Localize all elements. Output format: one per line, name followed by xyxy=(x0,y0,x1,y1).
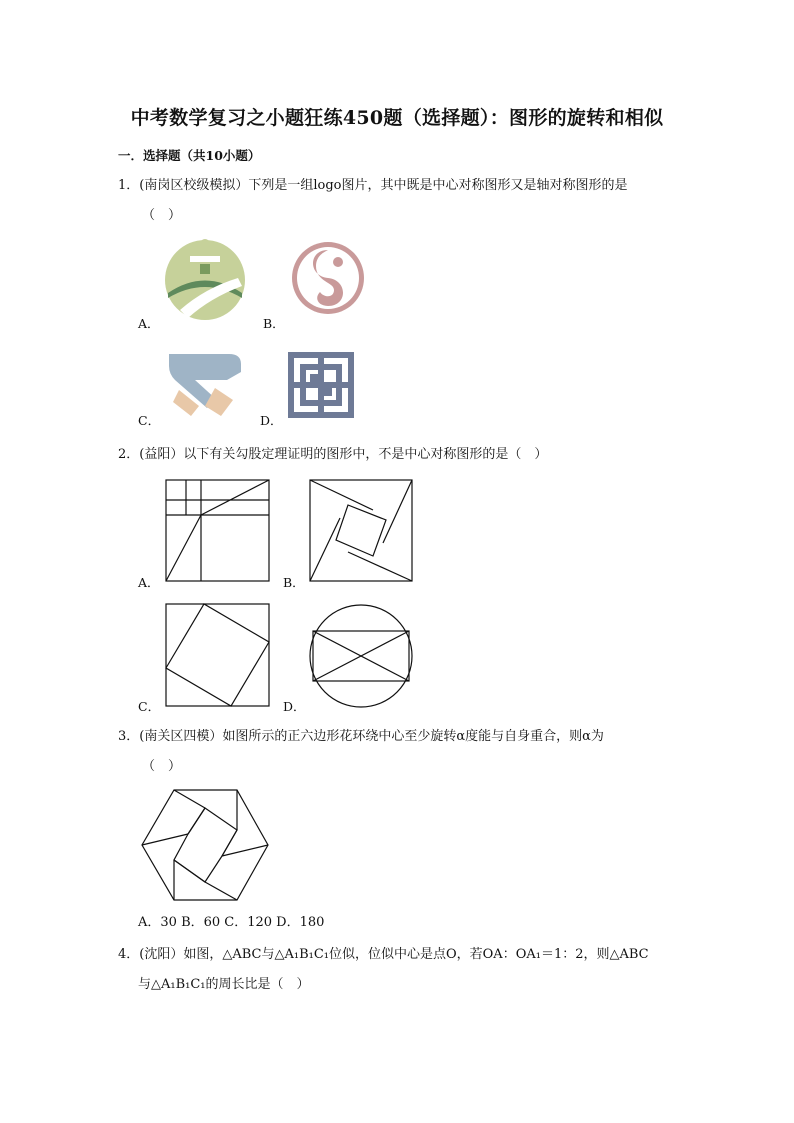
logo-b-image xyxy=(290,236,366,324)
logo-d-image xyxy=(288,352,354,418)
question-3-choices: A．30 B．60 C．120 D．180 xyxy=(138,915,325,930)
q2-option-d-label: D． xyxy=(283,699,306,714)
question-1-text: 1．(南岗区校级模拟）下列是一组logo图片，其中既是中心对称图形又是轴对称图形的是 xyxy=(118,178,628,193)
q1-option-a-label: A． xyxy=(138,316,160,331)
q1-option-c-label: C． xyxy=(138,413,161,428)
question-3-paren: （ ） xyxy=(142,759,182,774)
page-title: 中考数学复习之小题狂练450题（选择题）：图形的旋转和相似 xyxy=(130,107,664,129)
figure-2a xyxy=(166,480,270,582)
q2-option-c-label: C． xyxy=(138,699,161,714)
section-heading: 一．选择题（共10小题） xyxy=(118,148,261,163)
q1-option-b-label: B． xyxy=(263,316,285,331)
question-2-text: 2．(益阳）以下有关勾股定理证明的图形中，不是中心对称图形的是（ ） xyxy=(118,447,548,462)
q2-option-b-label: B． xyxy=(283,575,305,590)
figure-2b xyxy=(310,480,414,582)
logo-a-image xyxy=(160,238,250,328)
q1-option-d-label: D． xyxy=(260,413,283,428)
question-1-paren: （ ） xyxy=(142,208,182,223)
q2-option-a-label: A． xyxy=(138,575,160,590)
question-3-text: 3．(南关区四模）如图所示的正六边形花环绕中心至少旋转α度能与自身重合，则α为 xyxy=(118,729,604,744)
figure-2c xyxy=(166,604,270,708)
question-4-line-1: 4．(沈阳）如图，△ABC与△A₁B₁C₁位似，位似中心是点O，若OA：OA₁＝1：2，则△ABC xyxy=(118,947,649,962)
question-4-line-2: 与△A₁B₁C₁的周长比是（ ） xyxy=(138,977,310,992)
logo-c-image xyxy=(165,350,245,420)
figure-2d xyxy=(309,604,413,708)
hexagon-figure xyxy=(142,790,268,902)
